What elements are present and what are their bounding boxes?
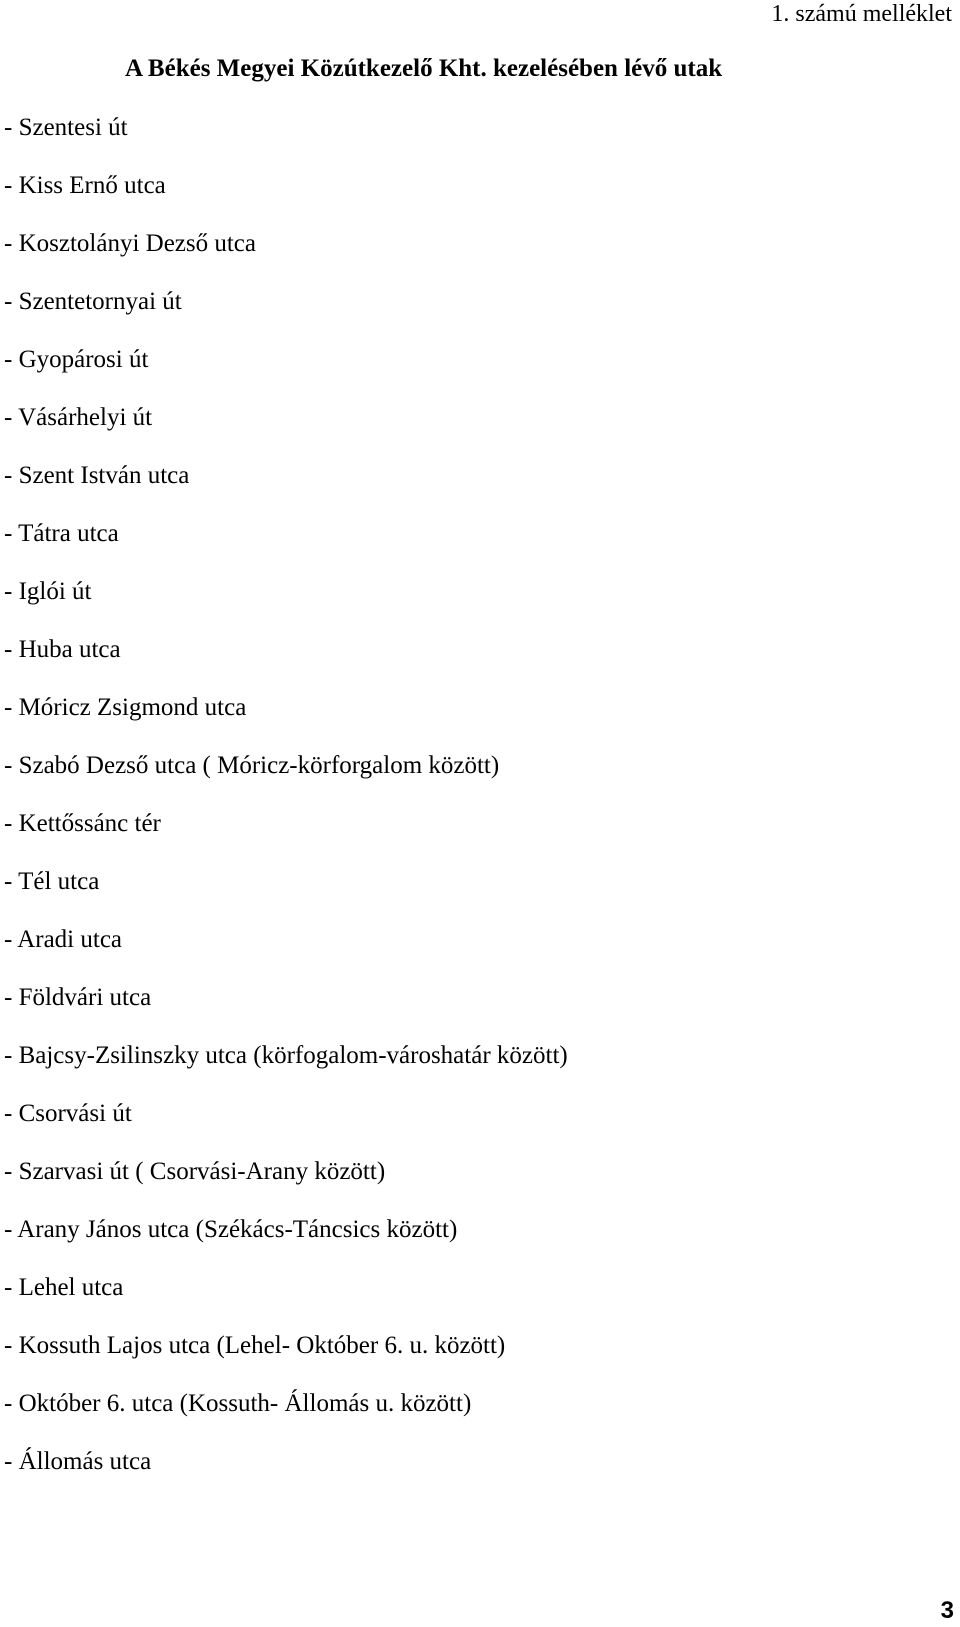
road-list-item: - Szentetornyai út	[4, 288, 182, 315]
road-list-item: - Állomás utca	[4, 1448, 152, 1475]
road-list-item: - Iglói út	[4, 578, 92, 605]
road-list-item: - Lehel utca	[4, 1274, 124, 1301]
road-list-item: - Gyopárosi út	[4, 346, 149, 373]
road-list-item: - Aradi utca	[4, 926, 123, 953]
road-list-item: - Kettőssánc tér	[4, 810, 161, 837]
road-list-item: - Szabó Dezső utca ( Móricz-körforgalom között)	[4, 752, 500, 779]
road-list-item: - Tátra utca	[4, 520, 119, 547]
road-list-item: - Huba utca	[4, 636, 121, 663]
annex-label: 1. számú melléklet	[771, 1, 952, 27]
road-list-item: - Kiss Ernő utca	[4, 172, 166, 199]
road-list-item: - Szarvasi út ( Csorvási-Arany között)	[4, 1158, 386, 1185]
road-list-item: - Móricz Zsigmond utca	[4, 694, 247, 721]
road-list-item: - Földvári utca	[4, 984, 152, 1011]
road-list-item: - Vásárhelyi út	[4, 404, 153, 431]
road-list-item: - Csorvási út	[4, 1100, 132, 1127]
road-list-item: - Október 6. utca (Kossuth- Állomás u. között)	[4, 1390, 472, 1417]
road-list-item: - Kossuth Lajos utca (Lehel- Október 6. u. között)	[4, 1332, 506, 1359]
page-number: 3	[940, 1597, 954, 1624]
road-list	[4, 108, 568, 1500]
road-list-item: - Tél utca	[4, 868, 100, 895]
road-list-item: - Szentesi út	[4, 114, 128, 141]
road-list-item: - Szent István utca	[4, 462, 190, 489]
document-title: A Békés Megyei Közútkezelő Kht. kezelésében lévő utak	[125, 55, 723, 82]
road-list-item: - Bajcsy-Zsilinszky utca (körfogalom-városhatár között)	[4, 1042, 568, 1069]
road-list-item: - Kosztolányi Dezső utca	[4, 230, 257, 257]
road-list-item: - Arany János utca (Székács-Táncsics között)	[4, 1216, 458, 1243]
